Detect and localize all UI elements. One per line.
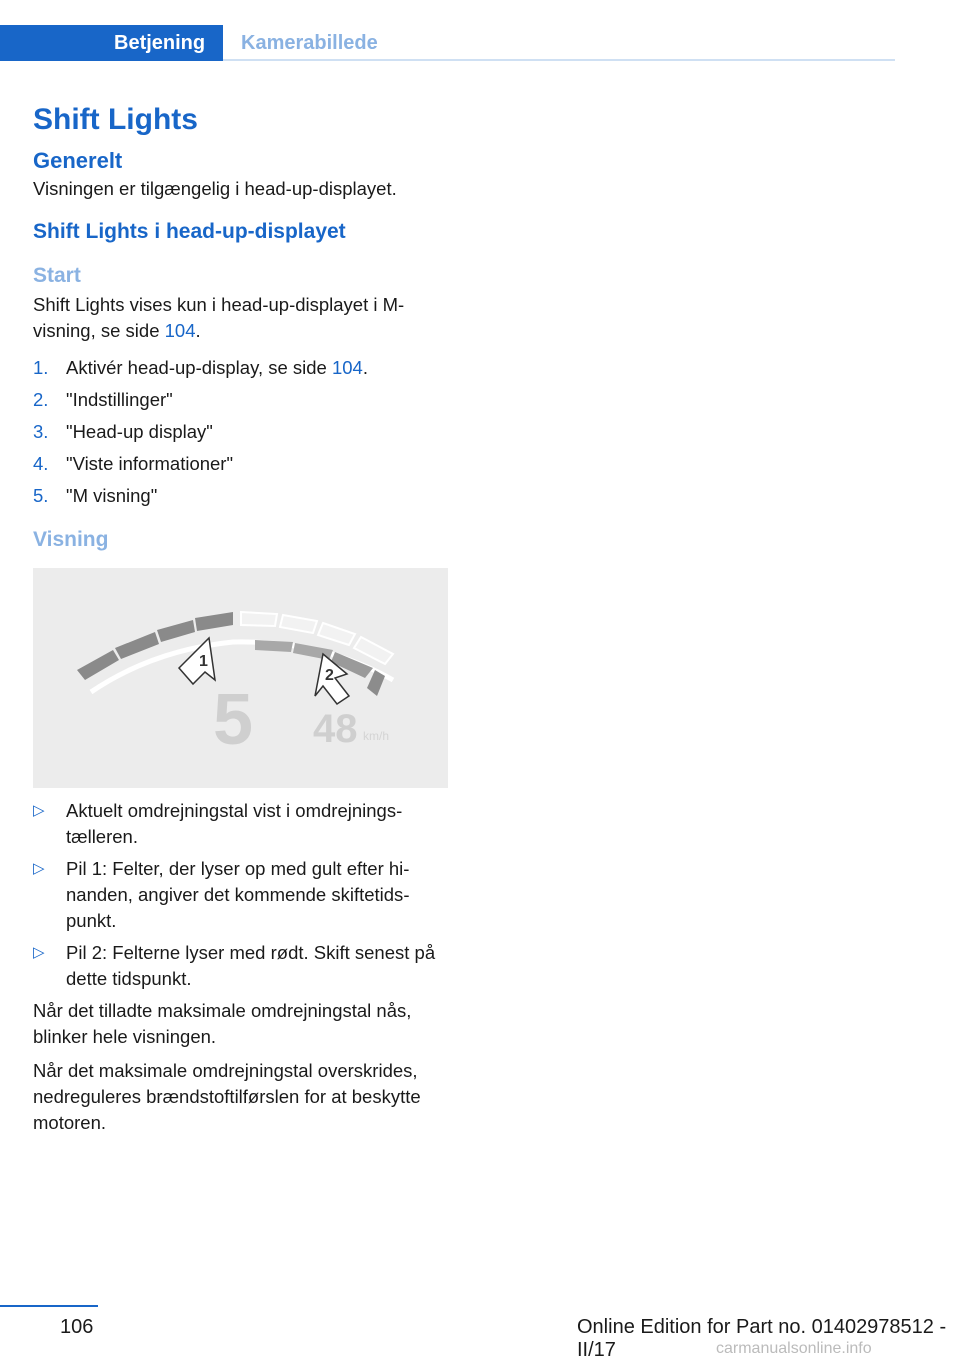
step-text: "Indstillinger" [66,389,173,410]
explanation-list [33,798,453,992]
step-number: 3. [33,421,49,442]
shift-segment [318,623,355,645]
general-text: Visningen er tilgængelig i head-up-displayet. [33,178,397,199]
bullet-text: Pil 2: Felterne lyser med rødt. Skift senest på dette tidspunkt. [66,942,436,989]
speed-unit: km/h [363,729,390,743]
step-text-end: . [362,357,368,378]
page-number-rule [0,1305,98,1307]
page-link-104[interactable]: 104 [164,320,196,341]
step-text: "Head-up display" [66,421,213,442]
edition-note: Online Edition for Part no. 01402978512 - II/17 [577,1316,947,1361]
general-heading: Generelt [33,148,123,173]
step-text: "Viste informationer" [66,453,234,474]
step-number: 2. [33,389,49,410]
list-item [33,480,453,512]
shift-segment [241,612,277,626]
step-number: 5. [33,485,49,506]
paragraph-max-rpm: Når det tilladte maksimale omdrejningstal nås, blinker hele visningen. [33,1000,412,1047]
section-heading: Shift Lights i head-up-displayet [33,220,346,243]
step-number: 4. [33,453,49,474]
triangle-bullet-icon: ▷ [33,860,45,877]
page-number: 106 [60,1316,94,1338]
arrow-2-label: 2 [325,667,334,684]
rev-bar [255,640,293,652]
arrow-1-icon [179,638,215,684]
start-text-end: . [195,320,201,341]
shift-segment [77,650,119,680]
triangle-bullet-icon: ▷ [33,802,45,819]
page-header [0,25,895,61]
steps-list [33,352,453,512]
tab-betjening[interactable]: Betjening [0,25,223,61]
page-link-104[interactable]: 104 [331,357,363,378]
bullet-text: Aktuelt omdrejningstal vist i omdrejningstælleren. [66,800,403,847]
list-item [33,940,453,992]
list-item [33,384,453,416]
list-item [33,352,453,384]
bullet-text: Pil 1: Felter, der lyser op med gult efter hinanden, angiver det kommende skiftetidspunkt. [66,858,410,931]
display-heading: Visning [33,528,109,551]
shift-lights-illustration [33,568,448,788]
list-item [33,856,453,934]
shift-segment [354,637,393,664]
shift-segment [157,620,195,642]
list-item [33,416,453,448]
start-text-body: Shift Lights vises kun i head-up-displayet i M-visning, se side [33,294,405,341]
main-content [33,98,453,1136]
arrow-1-label: 1 [199,653,208,670]
shift-segment [195,612,233,631]
page-title: Shift Lights [33,103,198,136]
step-text: "M visning" [66,485,158,506]
start-text [33,292,453,344]
tab-kamerabillede[interactable]: Kamerabillede [241,32,378,54]
paragraph-over-rpm: Når det maksimale omdrejningstal overskrides, nedreguleres brændstoftilførslen for at beskytte motoren. [33,1060,421,1133]
watermark: carmanualsonline.info [716,1340,872,1357]
list-item [33,798,453,850]
gear-indicator: 5 [213,680,254,760]
step-text: Aktivér head-up-display, se side [66,357,332,378]
speed-value: 48 [313,707,358,751]
triangle-bullet-icon: ▷ [33,944,45,961]
list-item [33,448,453,480]
shift-lights-figure [33,568,448,788]
start-heading: Start [33,264,81,287]
shift-segment [115,632,159,659]
shift-segment [280,615,317,633]
step-number: 1. [33,357,49,378]
